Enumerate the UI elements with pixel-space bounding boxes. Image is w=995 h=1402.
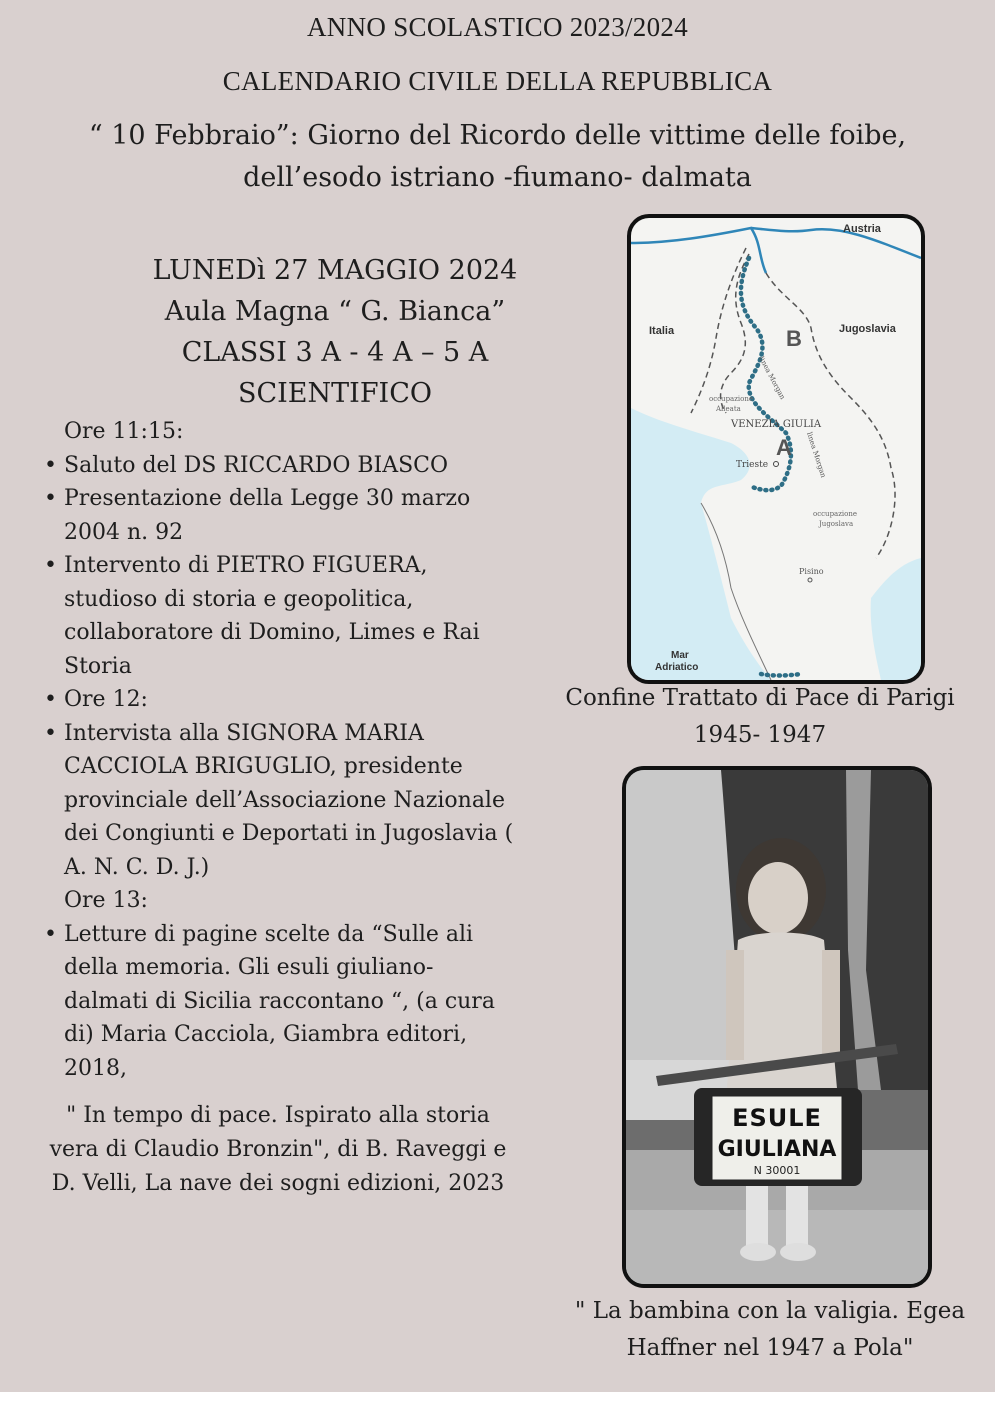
program-list-2 [44,918,514,1086]
boundary-dashed [691,248,746,413]
program-list-1 [44,449,514,885]
label-zone-a: A [776,435,792,460]
sign-esule: ESULE [732,1104,822,1132]
label-linea-morgan: linea Morgan [805,431,828,479]
map-caption-line1: Confine Trattato di Pace di Parigi [565,685,955,711]
label-jugoslavia: Jugoslavia [839,323,896,335]
program-item-readings: • Letture di pagine scelte da “Sulle ali della memoria. Gli esuli giuliano-dalmati di Sicilia raccontano “, (a cura di) Maria Cacciola, Giambra editori, 2018, [44,918,514,1086]
program-time-13: Ore 13: [64,888,148,913]
border-map [631,218,921,680]
second-book: " In tempo di pace. Ispirato alla storia vera di Claudio Bronzin", di B. Raveggi e D. Velli, La nave dei sogni edizioni, 2023 [49,1103,507,1196]
label-linea-morgan: linea Morgan [757,355,787,401]
boundary-dashed [721,254,749,413]
label-trieste: Trieste [736,460,769,470]
program-item-speech: • Intervento di PIETRO FIGUERA, studioso di storia e geopolitica, collaboratore di Domino, Limes e Rai Storia [44,549,514,683]
label-venezia-giulia: VENEZIA GIULIA [731,419,822,430]
photo-caption [540,1293,995,1367]
day-title-line1: “ 10 Febbraio”: Giorno del Ricordo delle vittime delle foibe, [88,120,907,151]
map-caption-line2: 1945- 1947 [693,722,827,748]
map-caption [530,680,990,754]
program-item-greeting: • Saluto del DS RICCARDO BIASCO [44,449,514,483]
quarnero-sea [871,558,921,680]
label-occupazione-alleata: occupazione [709,395,754,403]
river [751,228,921,258]
trieste-dot [774,462,779,467]
program-item-time-12: • Ore 12: [44,683,514,717]
morgan-line-south [761,674,801,676]
photo-frame [622,766,932,1288]
bottom-strip [0,1392,995,1402]
photo-caption-line2: Haffner nel 1947 a Pola" [626,1335,914,1361]
event-classes: CLASSI 3 A - 4 A – 5 A [181,337,489,368]
girl-with-suitcase-photo [626,770,928,1284]
day-title-line2: dell’esodo istriano -fiumano- dalmata [243,162,752,193]
calendar-title: CALENDARIO CIVILE DELLA REPUBBLICA [222,66,773,96]
stone-wall [626,770,736,1110]
sign-number: N 30001 [753,1164,801,1177]
label-austria: Austria [843,223,881,235]
label-pisino: Pisino [799,567,824,576]
event-info [140,250,530,414]
event-date: LUNEDì 27 MAGGIO 2024 [152,255,518,286]
event-venue: Aula Magna “ G. Bianca” [164,296,506,327]
label-alleata: Alleata [716,405,741,413]
label-occupazione-jugoslava: occupazione [813,510,858,518]
label-jugoslava: Jugoslava [819,520,854,528]
label-zone-b: B [786,326,802,351]
program-time-1115: Ore 11:15: [64,419,184,444]
adriatic-sea [631,408,771,680]
pisino-dot [808,578,812,582]
event-track: SCIENTIFICO [237,378,433,409]
program-item-law: • Presentazione della Legge 30 marzo 2004 n. 92 [44,482,514,549]
label-adriatico: Adriatico [655,662,699,673]
label-italia: Italia [649,325,675,337]
school-year: ANNO SCOLASTICO 2023/2024 [306,12,689,42]
label-mar: Mar [671,650,689,661]
photo-caption-line1: " La bambina con la valigia. Egea [574,1298,966,1324]
program [44,415,514,1085]
program-item-interview: • Intervista alla SIGNORA MARIA CACCIOLA BRIGUGLIO, presidente provinciale dell’Associazione Nazionale dei Congiunti e Deportati in Jugoslavia ( A. N. C. D. J.) [44,717,514,885]
map-frame [627,214,925,684]
sign-giuliana: GIULIANA [717,1137,837,1162]
